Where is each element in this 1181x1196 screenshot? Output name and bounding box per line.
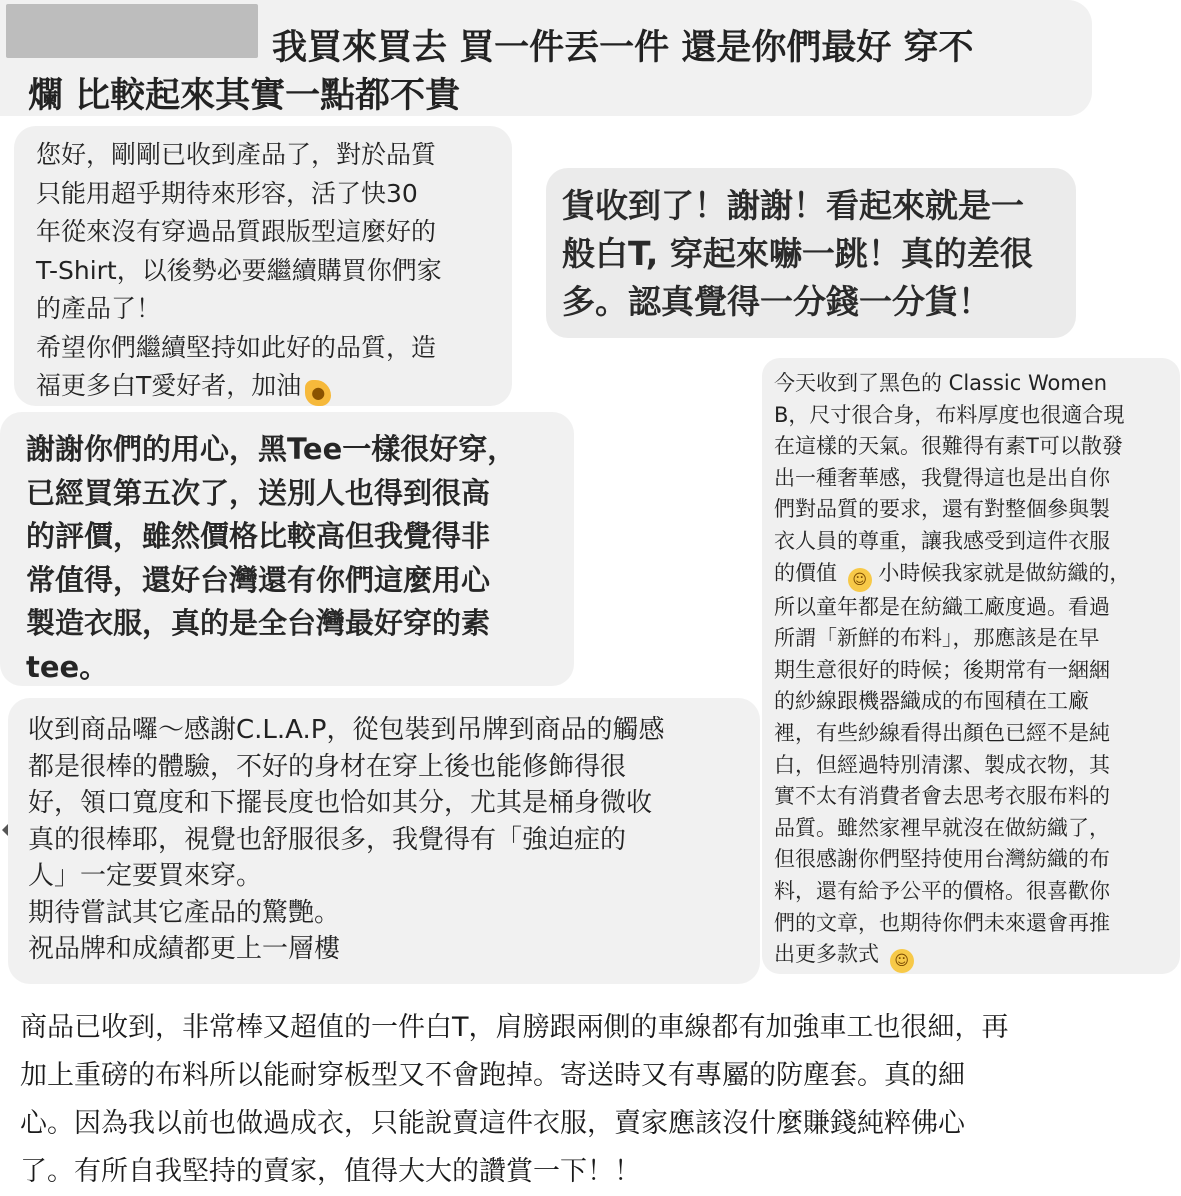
review-2-line: 您好，剛剛已收到產品了，對於品質 (36, 140, 437, 169)
review-2-line: 的產品了！ (36, 294, 162, 323)
review-4-line: 已經買第五次了，送別人也得到很高 (26, 475, 491, 510)
review-4-line: 謝謝你們的用心，黑Tee一樣很好穿， (26, 432, 517, 466)
review-7-line: 加上重磅的布料所以能耐穿板型又不會跑掉。寄送時又有專屬的防塵套。真的細 (20, 1060, 965, 1091)
review-4-line: tee。 (26, 649, 109, 684)
review-6-line: 期待嘗試其它產品的驚艷。 (28, 897, 341, 928)
review-5-line: 的紗線跟機器織成的布囤積在工廠 (774, 689, 1089, 714)
review-7-line: 了。有所自我堅持的賣家，值得大大的讚賞一下！！ (20, 1156, 641, 1187)
review-5-line: 品質。雖然家裡早就沒在做紡織了， (774, 815, 1110, 840)
review-7-line: 商品已收到，非常棒又超值的一件白T，肩膀跟兩側的車線都有加強車工也很細，再 (20, 1012, 1009, 1043)
review-5-line: 出一種奢華感，我覺得這也是出自你 (774, 465, 1110, 490)
review-2-line: 年從來沒有穿過品質跟版型這麼好的 (36, 217, 437, 246)
review-4-line: 製造衣服，真的是全台灣最好穿的素 (26, 606, 491, 640)
review-6-line: 真的很棒耶，視覺也舒服很多，我覺得有「強迫症的 (28, 824, 627, 855)
review-3-line: 貨收到了！謝謝！看起來就是一 (562, 186, 1024, 225)
review-5-line: 裡，有些紗線看得出顏色已經不是純 (774, 720, 1110, 745)
review-5-line-with-emoji (774, 558, 1180, 592)
review-5-line-last (774, 939, 1180, 973)
smiling-face-icon: ☺ (890, 949, 914, 973)
flexed-biceps-icon: ● (305, 380, 331, 406)
redacted-username (6, 4, 258, 58)
review-bubble-5 (762, 358, 1180, 974)
review-5-line: 今天收到了黑色的 Classic Women (774, 371, 1108, 395)
review-7-line: 心。因為我以前也做過成衣，只能說賣這件衣服，賣家應該沒什麼賺錢純粹佛心 (20, 1108, 965, 1139)
review-5-line: 但很感謝你們堅持使用台灣紡織的布 (774, 847, 1110, 872)
review-5-line-text: 出更多款式 (774, 942, 879, 967)
review-5-line: 在這樣的天氣。很難得有素T可以散發 (774, 434, 1123, 459)
review-5-line-text: 小時候我家就是做紡織的， (878, 560, 1131, 585)
review-bubble-3 (546, 168, 1076, 338)
bubble-pointer (2, 824, 8, 836)
review-5-line-text: 的價值 (774, 560, 837, 585)
review-6-line: 人」一定要買來穿。 (28, 861, 263, 891)
review-6-line: 祝品牌和成績都更上一層樓 (28, 934, 341, 964)
review-bubble-6 (8, 698, 760, 984)
review-6-line: 好，領口寬度和下擺長度也恰如其分，尤其是桶身微收 (28, 788, 653, 818)
review-6-line: 都是很棒的體驗，不好的身材在穿上後也能修飾得很 (28, 751, 627, 782)
review-bubble-4 (0, 412, 574, 686)
review-5-line: 白，但經過特別清潔、製成衣物，其 (774, 752, 1110, 777)
smiling-face-icon: ☺ (848, 568, 872, 592)
review-bubble-2 (14, 126, 512, 406)
review-3-line: 般白T, 穿起來嚇一跳！真的差很 (562, 234, 1033, 273)
review-text-7 (20, 1004, 1170, 1196)
review-5-line: 衣人員的尊重，讓我感受到這件衣服 (774, 528, 1110, 553)
review-1-line-1: 我買來買去 買一件丟一件 還是你們最好 穿不 (272, 28, 974, 68)
review-2-line: 希望你們繼續堅持如此好的品質，造 (36, 332, 437, 362)
review-5-line: 們的文章，也期待你們未來還會再推 (774, 910, 1110, 935)
review-6-line: 收到商品囉～感謝C.L.A.P，從包裝到吊牌到商品的觸感 (28, 715, 665, 745)
review-5-line: 們對品質的要求，還有對整個參與製 (774, 497, 1110, 522)
review-2-line-last (36, 367, 512, 406)
review-4-line: 常值得，還好台灣還有你們這麼用心 (26, 562, 491, 597)
review-bubble-1 (0, 0, 1092, 116)
review-5-line: 實不太有消費者會去思考衣服布料的 (774, 784, 1110, 809)
review-2-line: T-Shirt，以後勢必要繼續購買你們家 (36, 255, 442, 285)
review-2-line-text: 福更多白T愛好者，加油 (36, 371, 302, 400)
review-5-line: 料，還有給予公平的價格。很喜歡你 (774, 878, 1110, 903)
review-4-line: 的評價，雖然價格比較高但我覺得非 (26, 519, 491, 553)
review-1-line-2: 爛 比較起來其實一點都不貴 (28, 76, 461, 116)
review-5-line: 所以童年都是在紡織工廠度過。看過 (774, 594, 1110, 619)
review-5-line: 所謂「新鮮的布料」，那應該是在早 (774, 626, 1100, 651)
review-5-line: B，尺寸很合身，布料厚度也很適合現 (774, 402, 1125, 427)
review-2-line: 只能用超乎期待來形容，活了快30 (36, 178, 418, 208)
review-5-line: 期生意很好的時候；後期常有一綑綑 (774, 657, 1110, 682)
review-3-line: 多。認真覺得一分錢一分貨！ (562, 282, 991, 321)
